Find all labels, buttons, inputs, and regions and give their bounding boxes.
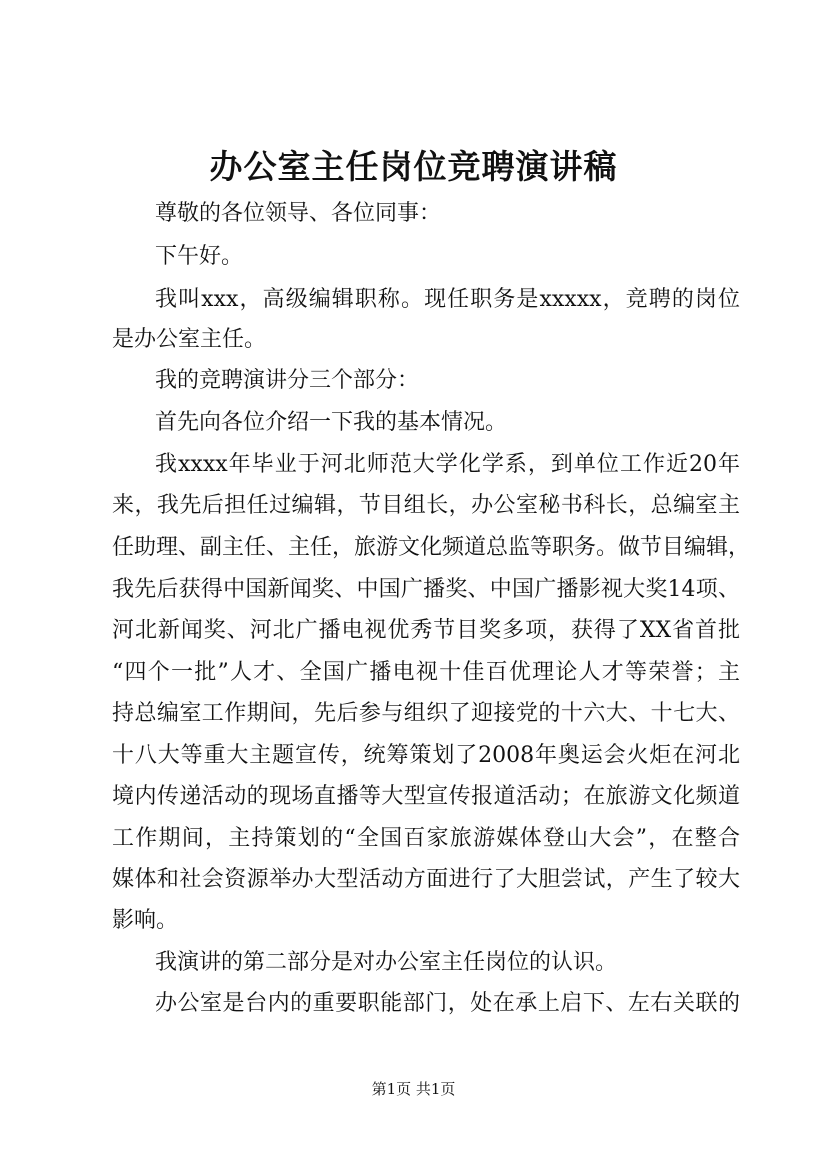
text-line: 下午好。 [155, 244, 244, 269]
text-line: 境内传递活动的现场直播等大型宣传报道活动；在旅游文化频道 [112, 784, 740, 809]
text-line: 我xxxx年毕业于河北师范大学化学系，到单位工作近20年 [155, 452, 740, 477]
text-line: 十八大等重大主题宣传，统筹策划了2008年奥运会火炬在河北 [112, 743, 740, 768]
text-line: 我叫xxx，高级编辑职称。现任职务是xxxxx，竞聘的岗位 [155, 287, 740, 312]
text-line: 是办公室主任。 [112, 327, 267, 352]
text-line: 尊敬的各位领导、各位同事： [155, 201, 442, 226]
text-line: 任助理、副主任、主任，旅游文化频道总监等职务。做节目编辑， [112, 535, 751, 560]
text-line: 媒体和社会资源举办大型活动方面进行了大胆尝试，产生了较大 [112, 867, 740, 892]
text-line: 我的竞聘演讲分三个部分： [155, 368, 420, 393]
text-line: 办公室是台内的重要职能部门，处在承上启下、左右关联的 [155, 991, 740, 1016]
text-line: 工作期间，主持策划的“全国百家旅游媒体登山大会”，在整合 [112, 826, 740, 851]
text-line: “四个一批”人才、全国广播电视十佳百优理论人才等荣誉；主 [112, 660, 740, 685]
text-line: 河北新闻奖、河北广播电视优秀节目奖多项，获得了XX省首批 [112, 618, 740, 643]
text-line: 我先后获得中国新闻奖、中国广播奖、中国广播影视大奖14项、 [112, 577, 740, 602]
text-line: 我演讲的第二部分是对办公室主任岗位的认识。 [155, 950, 618, 975]
page-footer: 第1页 共1页 [371, 1080, 456, 1098]
text-line: 影响。 [112, 908, 179, 933]
text-line: 持总编室工作期间，先后参与组织了迎接党的十六大、十七大、 [112, 701, 740, 726]
text-line: 首先向各位介绍一下我的基本情况。 [155, 410, 508, 435]
document-title: 办公室主任岗位竞聘演讲稿 [209, 147, 618, 186]
text-line: 来，我先后担任过编辑，节目组长，办公室秘书科长，总编室主 [112, 493, 740, 518]
